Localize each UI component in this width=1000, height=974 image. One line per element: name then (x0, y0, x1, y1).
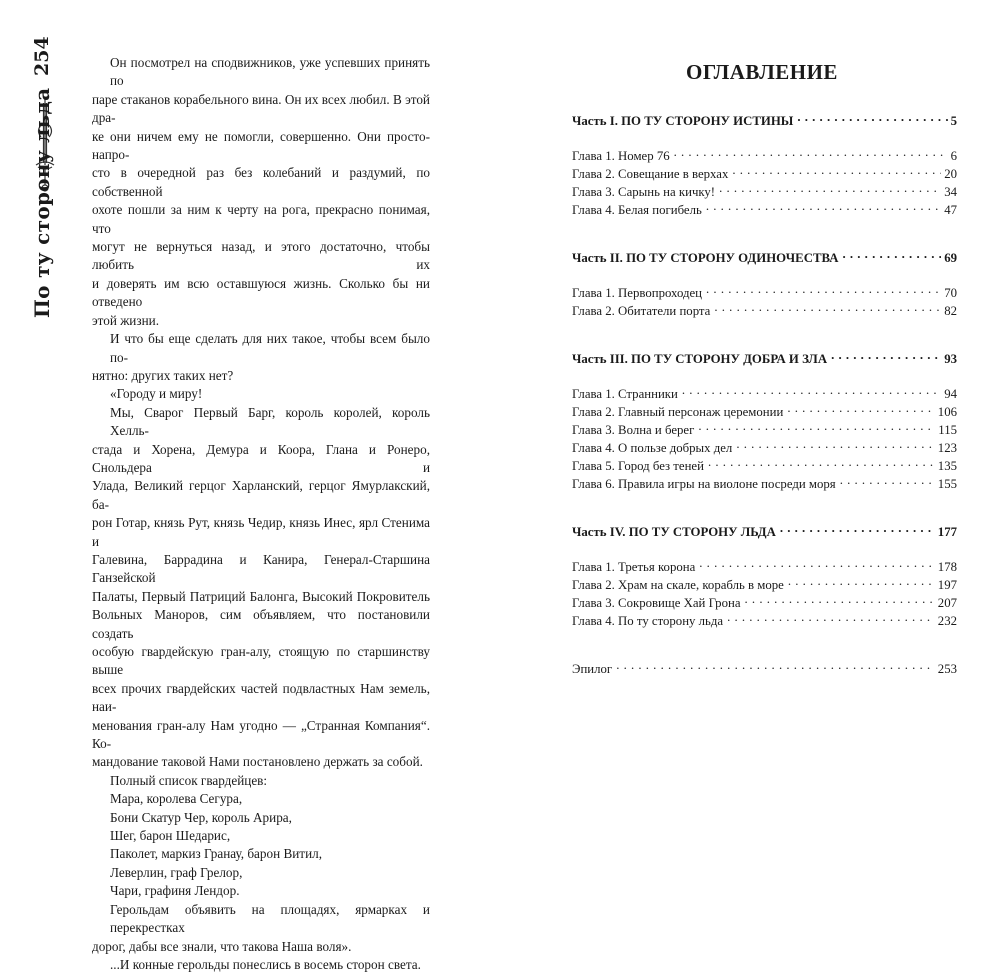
toc-chapter-page: 20 (944, 167, 957, 181)
toc-chapter-page: 178 (937, 560, 957, 574)
toc-chapter[interactable] (572, 458, 957, 476)
paragraph (92, 864, 430, 882)
text-line: Шег, барон Шедарис, (110, 828, 231, 844)
dot-leader (698, 422, 935, 434)
toc-chapter-page: 6 (950, 149, 957, 163)
text-line: Мы, Сварог Первый Барг, король королей, король Хелль- (110, 404, 430, 439)
toc-chapter-label: Глава 1. Третья корона (572, 560, 696, 574)
toc-chapter-label: Глава 1. Странники (572, 387, 678, 401)
toc-chapter-page: 135 (937, 459, 957, 473)
toc-chapter[interactable] (572, 613, 957, 631)
text-line: мандование таковой Нами постановлено держать за собой. (92, 754, 423, 770)
spacer (572, 220, 957, 250)
toc-chapter-label: Глава 1. Номер 76 (572, 149, 670, 163)
toc-chapter-page: 106 (937, 405, 957, 419)
dot-leader (780, 524, 935, 536)
dot-leader (842, 250, 941, 262)
text-line: дорог, дабы все знали, что такова Наша воля». (92, 938, 352, 954)
text-line: ...И конные герольды понеслись в восемь сторон света. (110, 956, 421, 972)
dot-leader (840, 476, 935, 488)
toc-part-page: 177 (937, 525, 957, 539)
text-line: этой жизни. (92, 312, 159, 328)
toc-chapter-page: 94 (944, 387, 957, 401)
text-line: Галевина, Баррадина и Канира, Генерал-Старшина Ганзейской (92, 551, 430, 586)
toc-chapter-page: 207 (937, 596, 957, 610)
toc-chapter-label: Глава 2. Главный персонаж церемонии (572, 405, 784, 419)
text-line: особую гвардейскую гран-алу, стоящую по старшинству выше (92, 644, 430, 678)
paragraph (92, 809, 430, 827)
left-page (0, 0, 500, 972)
toc-chapter-label: Глава 3. Волна и берег (572, 423, 695, 437)
page-number: 254 (31, 36, 53, 76)
paragraph (92, 901, 430, 956)
toc-part-label: Часть IV. ПО ТУ СТОРОНУ ЛЬДА (572, 525, 776, 539)
text-line: Палаты, Первый Патриций Балонга, Высокий Покровитель (92, 588, 430, 604)
text-line: «Городу и миру! (110, 386, 203, 402)
spacer (572, 494, 957, 524)
text-line: Мара, королева Сегура, (110, 791, 243, 807)
toc-chapter[interactable] (572, 386, 957, 404)
toc-chapter-page: 123 (937, 441, 957, 455)
toc-chapter[interactable] (572, 476, 957, 494)
spacer (572, 542, 957, 559)
toc-part-label: Часть II. ПО ТУ СТОРОНУ ОДИНОЧЕСТВА (572, 251, 839, 265)
paragraph (92, 54, 430, 330)
spacer (572, 631, 957, 661)
toc-chapter-page: 47 (944, 203, 957, 217)
toc-chapter-page: 155 (937, 477, 957, 491)
toc-chapter[interactable] (572, 440, 957, 458)
dot-leader (787, 404, 934, 416)
toc-chapter[interactable] (572, 404, 957, 422)
toc-part-label: Часть I. ПО ТУ СТОРОНУ ИСТИНЫ (572, 114, 794, 128)
toc-chapter-label: Глава 2. Совещание в верхах (572, 167, 729, 181)
toc-chapter-page: 34 (944, 185, 957, 199)
paragraph (92, 790, 430, 808)
toc-part-label: Часть III. ПО ТУ СТОРОНУ ДОБРА И ЗЛА (572, 352, 828, 366)
paragraph (92, 404, 430, 772)
dot-leader (736, 440, 934, 452)
toc-part-page: 5 (950, 114, 957, 128)
dot-leader (732, 166, 941, 178)
toc-chapter-label: Глава 3. Сарынь на кичку! (572, 185, 716, 199)
paragraph (92, 845, 430, 863)
toc-chapter-label: Глава 2. Обитатели порта (572, 304, 711, 318)
toc-chapter-page: 232 (937, 614, 957, 628)
text-line: менования гран-алу Нам угодно — „Странная Компания“. Ко- (92, 717, 430, 752)
text-line: паре стаканов корабельного вина. Он их всех любил. В этой дра- (92, 91, 430, 126)
toc-chapter[interactable] (572, 595, 957, 613)
dot-leader (714, 303, 941, 315)
toc-epilogue[interactable] (572, 661, 957, 679)
toc-chapter[interactable] (572, 166, 957, 184)
toc-chapter[interactable] (572, 202, 957, 220)
spacer (572, 131, 957, 148)
text-line: Полный список гвардейцев: (110, 772, 268, 788)
toc-part[interactable] (572, 351, 957, 369)
toc-chapter[interactable] (572, 422, 957, 440)
text-line: Бони Скатур Чер, король Арира, (110, 809, 292, 825)
dot-leader (831, 351, 941, 363)
text-line: сто в очередной раз без колебаний и раздумий, по собственной (92, 165, 430, 199)
toc-epilogue-label: Эпилог (572, 662, 613, 676)
toc-chapter-label: Глава 3. Сокровище Хай Грона (572, 596, 741, 610)
toc-chapter-label: Глава 4. Белая погибель (572, 203, 702, 217)
spacer (572, 268, 957, 285)
text-line: стада и Хорена, Демура и Коора, Глана и Ронеро, Снольдера и (92, 441, 430, 475)
dot-leader (699, 559, 935, 571)
toc-epilogue-page: 253 (937, 662, 957, 676)
toc-chapter[interactable] (572, 559, 957, 577)
dot-leader (674, 148, 948, 160)
toc-chapter[interactable] (572, 285, 957, 303)
text-line: Он посмотрел на сподвижников, уже успевших принять по (110, 55, 430, 89)
dot-leader (727, 613, 935, 625)
dot-leader (788, 577, 935, 589)
text-line: И что бы еще сделать для них такое, чтобы всем было по- (110, 331, 430, 365)
text-line: ке они ничем ему не помогли, совершенно. Они просто-напро- (92, 128, 430, 163)
toc-part-page: 69 (944, 251, 957, 265)
body-text (92, 54, 430, 974)
toc-chapter-page: 115 (938, 423, 957, 437)
table-of-contents (572, 113, 957, 679)
text-line: Улада, Великий герцог Харланский, герцог Ямурлакский, ба- (92, 478, 430, 512)
paragraph (92, 385, 430, 403)
toc-chapter-page: 82 (944, 304, 957, 318)
text-line: Герольдам объявить на площадях, ярмарках и перекрестках (110, 901, 430, 936)
dot-leader (706, 202, 941, 214)
paragraph (92, 772, 430, 790)
paragraph (92, 882, 430, 900)
paragraph (92, 330, 430, 385)
toc-part[interactable] (572, 524, 957, 542)
toc-chapter-label: Глава 1. Первопроходец (572, 286, 703, 300)
toc-chapter[interactable] (572, 577, 957, 595)
text-line: рон Готар, князь Рут, князь Чедир, князь Инес, ярл Стенима и (92, 515, 430, 549)
toc-chapter-label: Глава 4. О пользе добрых дел (572, 441, 733, 455)
toc-part-page: 93 (944, 352, 957, 366)
toc-chapter-page: 197 (937, 578, 957, 592)
spacer (572, 369, 957, 386)
toc-chapter-page: 70 (944, 286, 957, 300)
toc-part[interactable] (572, 250, 957, 268)
toc-part[interactable] (572, 113, 957, 131)
dot-leader (682, 386, 941, 398)
text-line: Паколет, маркиз Гранау, барон Витил, (110, 846, 323, 862)
text-line: Вольных Маноров, сим объявляем, что постановили создать (92, 607, 430, 641)
dot-leader (706, 285, 941, 297)
dot-leader (708, 458, 935, 470)
toc-chapter-label: Глава 6. Правила игры на виолоне посреди моря (572, 477, 836, 491)
text-line: охоте пошли за ним к черту на рога, прекрасно понимая, что (92, 202, 430, 236)
toc-chapter[interactable] (572, 148, 957, 166)
toc-chapter-label: Глава 2. Храм на скале, корабль в море (572, 578, 784, 592)
dot-leader (797, 113, 947, 125)
right-page (500, 0, 1000, 750)
dot-leader (616, 661, 935, 673)
book-title: По ту сторону льда (30, 87, 54, 318)
spacer (572, 321, 957, 351)
text-line: Чари, графиня Лендор. (110, 883, 240, 899)
paragraph (92, 956, 430, 974)
dot-leader (745, 595, 935, 607)
text-line: Леверлин, граф Грелор, (110, 864, 243, 880)
text-line: нятно: других таких нет? (92, 367, 234, 383)
dot-leader (719, 184, 941, 196)
text-line: могут не вернуться назад, и этого достаточно, чтобы любить их (92, 239, 430, 273)
text-line: и доверять им всю оставшуюся жизнь. Сколько бы ни отведено (92, 275, 430, 310)
paragraph (92, 827, 430, 845)
text-line: всех прочих гвардейских частей подвластных Нам земель, наи- (92, 680, 430, 715)
toc-chapter[interactable] (572, 303, 957, 321)
toc-chapter-label: Глава 4. По ту сторону льда (572, 614, 724, 628)
page-title: ОГЛАВЛЕНИЕ (686, 60, 838, 84)
toc-chapter-label: Глава 5. Город без теней (572, 459, 704, 473)
toc-chapter[interactable] (572, 184, 957, 202)
